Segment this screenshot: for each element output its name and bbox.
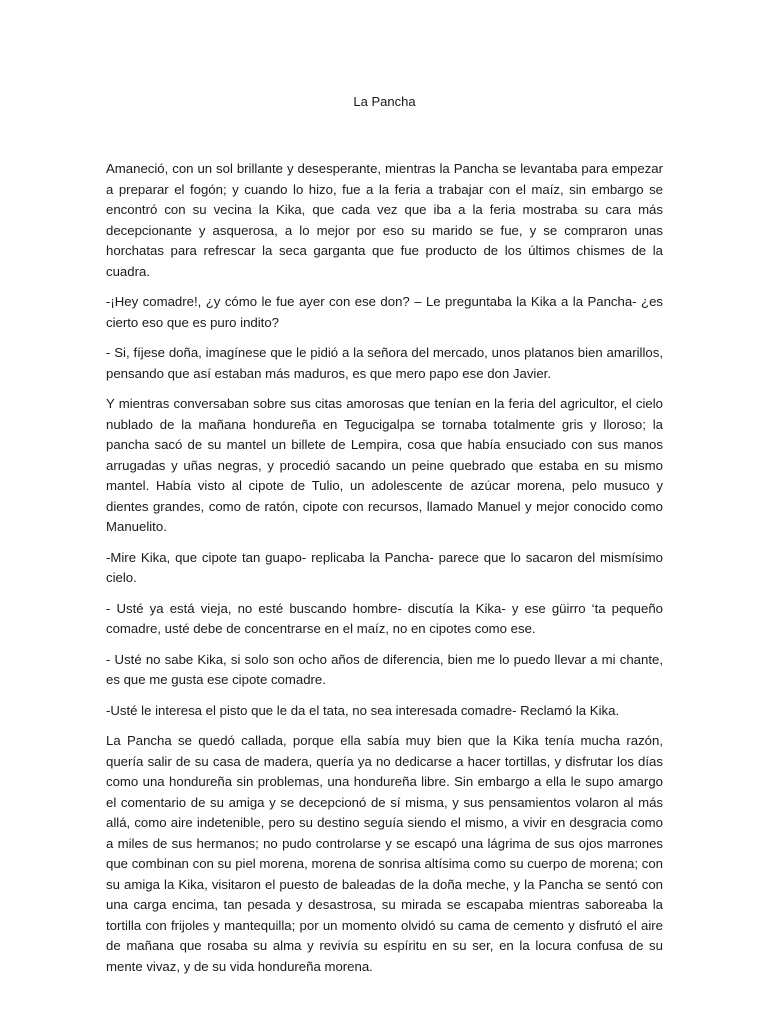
document-title: La Pancha [353,94,416,109]
paragraph-7: - Usté no sabe Kika, si solo son ocho años de diferencia, bien me lo puedo llevar a mi chante, es que me gusta ese cipote comadre. [106,651,663,687]
paragraph-1: Amaneció, con un sol brillante y desesperante, mientras la Pancha se levantaba para empezar a preparar el fogón; y cuando lo hizo, fue a la feria a trabajar con el maíz, sin embargo se encontró con su vecina la Kika, que cada vez que iba a la feria mostraba su cara más decepcionante y asquerosa, a lo mejor por eso su marido se fue, y se compraron unas horchatas para refrescar la seca garganta que fue producto de los últimos chismes de la cuadra. [106,161,663,279]
paragraph-8: -Usté le interesa el pisto que le da el tata, no sea interesada comadre- Reclamó la Kika. [106,702,620,718]
paragraph-4: Y mientras conversaban sobre sus citas amorosas que tenían en la feria del agricultor, el cielo nublado de la mañana hondureña en Tegucigalpa se tornaba totalmente gris y lloroso; la pancha sacó de su mantel un billete de Lempira, cosa que había ensuciado con sus manos arrugadas y uñas negras, y procedió sacando un peine quebrado que estaba en su mismo mantel. Había visto al cipote de Tulio, un adolescente de azúcar morena, pelo musuco y dientes grandes, como de ratón, cipote con recursos, llamado Manuel y mejor conocido como Manuelito. [106,396,663,534]
paragraph-2: -¡Hey comadre!, ¿y cómo le fue ayer con ese don? – Le preguntaba la Kika a la Pancha- ¿es cierto eso que es puro indito? [106,294,663,330]
paragraph-5: -Mire Kika, que cipote tan guapo- replicaba la Pancha- parece que lo sacaron del mismísimo cielo. [106,549,663,585]
paragraph-6: - Usté ya está vieja, no esté buscando hombre- discutía la Kika- y ese güirro ‘ta pequeño comadre, usté debe de concentrarse en el maíz, no en cipotes como ese. [106,600,663,636]
paragraph-3: - Si, fíjese doña, imagínese que le pidió a la señora del mercado, unos platanos bien amarillos, pensando que así estaban más maduros, es que mero papo ese don Javier. [106,345,663,381]
paragraph-9: La Pancha se quedó callada, porque ella sabía muy bien que la Kika tenía mucha razón, quería salir de su casa de madera, quería ya no dedicarse a hacer tortillas, y disfrutar los días como una hondureña sin problemas, una hondureña libre. Sin embargo a ella le supo amargo el comentario de su amiga y se decepcionó de sí misma, y sus pensamientos volaron al más allá, como aire indetenible, pero su destino seguía siendo el mismo, a vivir en desgracia como a miles de sus hermanos; no pudo controlarse y se escapó una lágrima de sus ojos marrones que combinan con su piel morena, morena de sonrisa altísima como su cuerpo de morena; con su amiga la Kika, visitaron el puesto de baleadas de la doña meche, y la Pancha se sentó con una carga encima, tan pesada y desastrosa, su mirada se escapaba mientras saboreaba la tortilla con frijoles y mantequilla; por un momento olvidó su cama de cemento y disfrutó el aire de mañana que rosaba su alma y revivía su espíritu en su ser, en la locura confusa de su mente vivaz, y de su vida hondureña morena. [106,733,663,974]
